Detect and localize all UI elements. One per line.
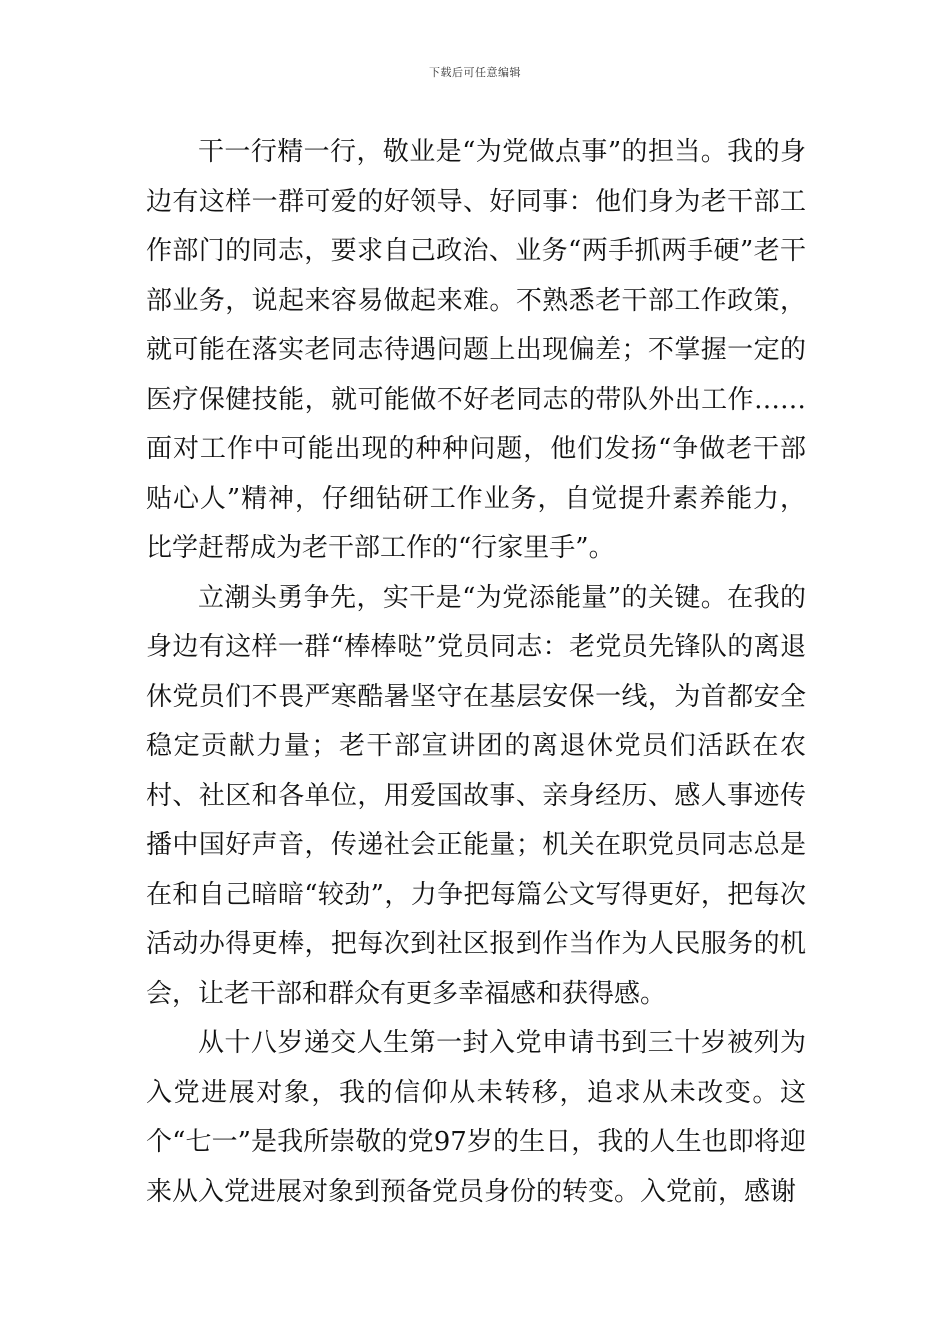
page-header: 下载后可任意编辑 — [429, 66, 521, 79]
document-body — [146, 128, 806, 1217]
paragraph-2: 立潮头勇争先，实干是“为党添能量”的关键。在我的身边有这样一群“棒棒哒”党员同志：老党员先锋队的离退休党员们不畏严寒酷暑坚守在基层安保一线，为首都安全稳定贡献力量；老干部宣讲团的离退休党员们活跃在农村、社区和各单位，用爱国故事、亲身经历、感人事迹传播中国好声音，传递社会正能量；机关在职党员同志总是在和自己暗暗“较劲”，力争把每篇公文写得更好，把每次活动办得更棒，把每次到社区报到作当作为人民服务的机会，让老干部和群众有更多幸福感和获得感。 — [146, 582, 806, 1009]
paragraph-1: 干一行精一行，敬业是“为党做点事”的担当。我的身边有这样一群可爱的好领导、好同事：他们身为老干部工作部门的同志，要求自己政治、业务“两手抓两手硬”老干部业务，说起来容易做起来难。不熟悉老干部工作政策，就可能在落实老同志待遇问题上出现偏差；不掌握一定的医疗保健技能，就可能做不好老同志的带队外出工作……面对工作中可能出现的种种问题，他们发扬“争做老干部贴心人”精神，仔细钻研工作业务，自觉提升素养能力，比学赶帮成为老干部工作的“行家里手”。 — [146, 137, 806, 563]
paragraph-3: 从十八岁递交人生第一封入党申请书到三十岁被列为入党进展对象，我的信仰从未转移，追求从未改变。这个“七一”是我所崇敬的党97岁的生日，我的人生也即将迎来从入党进展对象到预备党员身份的转变。入党前，感谢 — [146, 1028, 806, 1207]
